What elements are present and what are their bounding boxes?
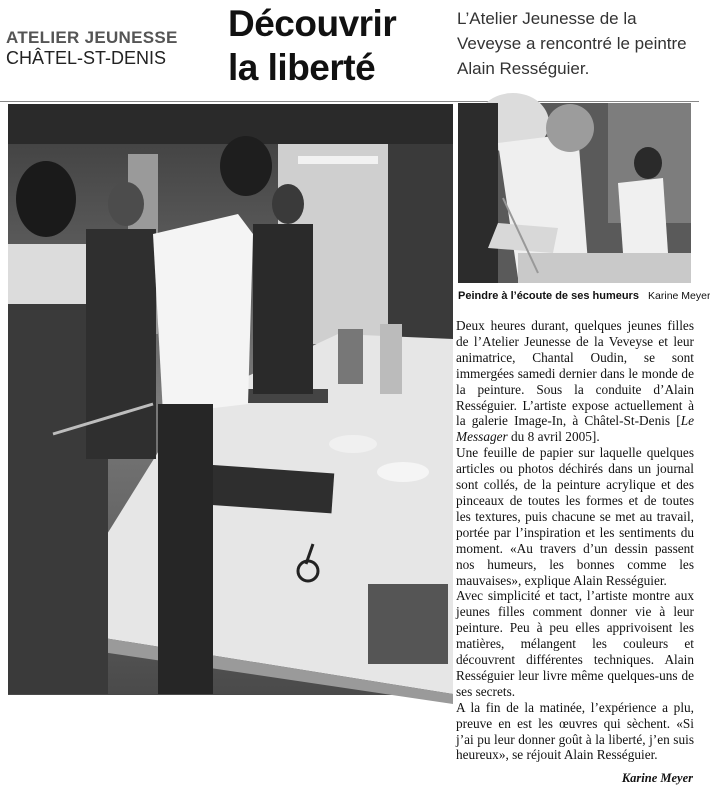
- main-photo: [8, 104, 453, 695]
- caption-title: Peindre à l’écoute de ses humeurs: [458, 290, 639, 302]
- article-paragraph-4: A la fin de la matinée, l’expérience a plu, preuve en est les œuvres qui sèchent. «Si j’ai pu leur donner goût à la liberté, j’en suis heureux», se réjouit Alain Rességuier.: [456, 699, 694, 763]
- dateline-place: CHÂTEL-ST-DENIS: [6, 48, 167, 68]
- headline: [228, 2, 428, 90]
- photo-painting-closeup-icon: [458, 103, 691, 283]
- article-body: [456, 318, 694, 763]
- headline-line-1: Découvrir: [228, 3, 397, 44]
- section-kicker: ATELIER JEUNESSE: [6, 28, 178, 47]
- caption-credit: Karine Meyer: [648, 290, 710, 302]
- headline-line-2: la liberté: [228, 47, 376, 88]
- paragraph-1-end: du 8 avril 2005].: [507, 429, 600, 445]
- header-rule: [0, 101, 699, 102]
- lead-paragraph: L’Atelier Jeunesse de la Veveyse a rencontré le peintre Alain Rességuier.: [457, 9, 687, 78]
- photo-caption: [458, 290, 710, 302]
- article-paragraph-1: [456, 318, 694, 445]
- article-paragraph-3: Avec simplicité et tact, l’artiste montre aux jeunes filles comment donner vie à leur peinture. Peu à peu elles apprivoisent les matières, mélangent les couleurs et découvrent différentes techniques. Alain Rességuier leur livre même quelques-uns de ses secrets.: [456, 588, 694, 699]
- paragraph-1-text: Deux heures durant, quelques jeunes filles de l’Atelier Jeunesse de la Veveyse et leur animatrice, Chantal Oudin, se sont immergées samedi dernier dans le monde de la peinture. Sous la conduite d’Alain Rességuier. L’artiste expose actuellement à la galerie Image-In, à Châtel-St-Denis [: [456, 318, 694, 429]
- article-paragraph-2: Une feuille de papier sur laquelle quelques articles ou photos déchirés dans un journal sont collés, de la peinture acrylique et des pinceaux de toutes les formes et de toutes les textures, puis chacune se met au travail, portée par l’inspiration et les sentiments du moment. «Au travers d’un dessin passent nos humeurs, les bonnes comme les mauvaises», explique Alain Rességuier.: [456, 445, 694, 588]
- author-byline: Karine Meyer: [621, 771, 693, 785]
- photo-workshop-table-icon: [8, 104, 453, 695]
- side-photo: [458, 103, 691, 283]
- newspaper-title: Le Messager: [456, 413, 694, 445]
